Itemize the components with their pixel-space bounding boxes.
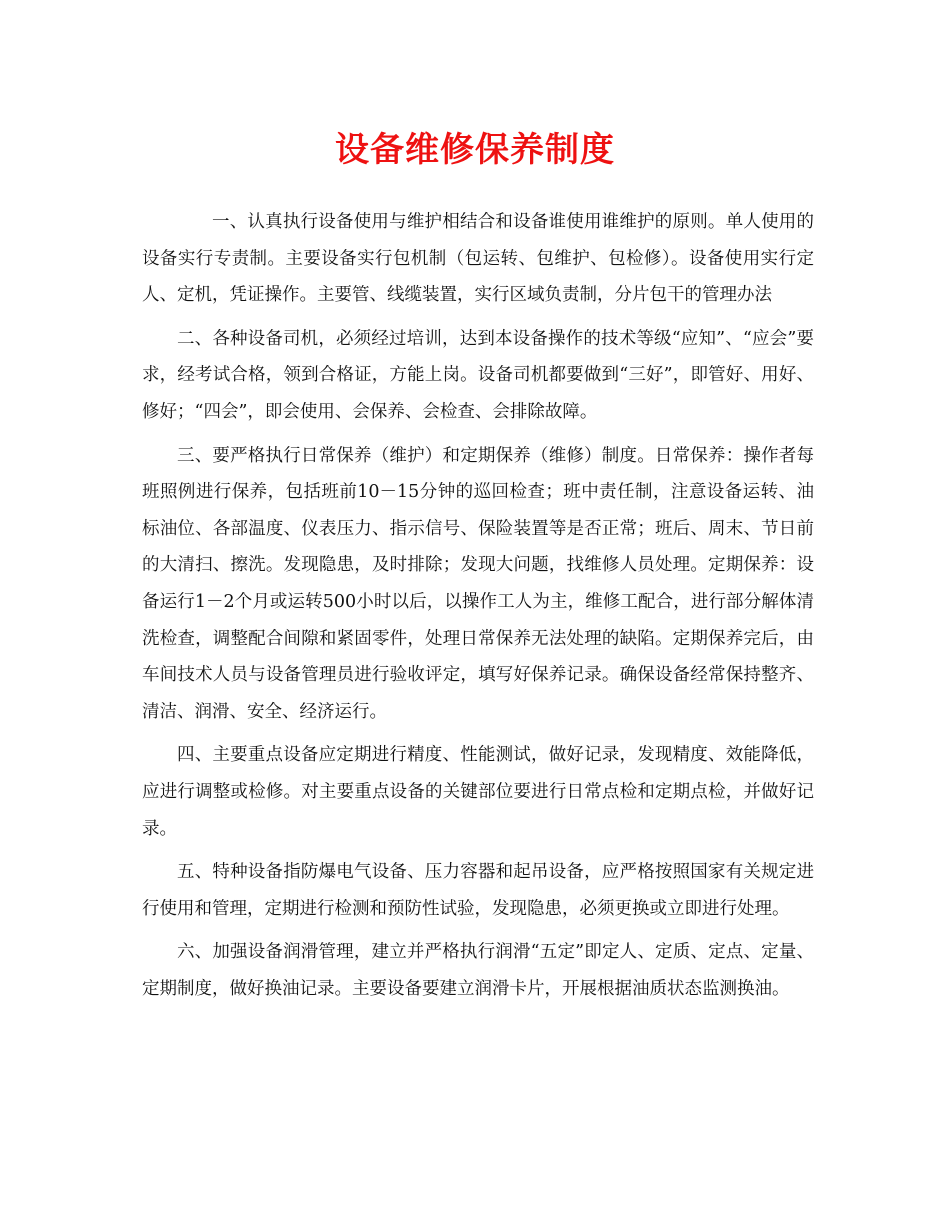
document-body — [142, 204, 814, 1014]
paragraph-1: 一、认真执行设备使用与维护相结合和设备谁使用谁维护的原则。单人使用的设备实行专责制。主要设备实行包机制（包运转、包维护、包检修）。设备使用实行定人、定机，凭证操作。主要管、线缆装置，实行区域负责制，分片包干的管理办法 — [142, 212, 814, 306]
paragraph-6: 六、加强设备润滑管理，建立并严格执行润滑“五定”即定人、定质、定点、定量、定期制度，做好换油记录。主要设备要建立润滑卡片，开展根据油质状态监测换油。 — [142, 942, 814, 999]
paragraph-4: 四、主要重点设备应定期进行精度、性能测试，做好记录，发现精度、效能降低，应进行调整或检修。对主要重点设备的关键部位要进行日常点检和定期点检，并做好记录。 — [142, 745, 814, 839]
paragraph-5: 五、特种设备指防爆电气设备、压力容器和起吊设备，应严格按照国家有关规定进行使用和管理，定期进行检测和预防性试验，发现隐患，必须更换或立即进行处理。 — [142, 862, 814, 919]
paragraph-3: 三、要严格执行日常保养（维护）和定期保养（维修）制度。日常保养：操作者每班照例进行保养，包括班前10－15分钟的巡回检查；班中责任制，注意设备运转、油标油位、各部温度、仪表压力、指示信号、保险装置等是否正常；班后、周末、节日前的大清扫、擦洗。发现隐患，及时排除；发现大问题，找维修人员处理。定期保养：设备运行1－2个月或运转500小时以后，以操作工人为主，维修工配合，进行部分解体清洗检查，调整配合间隙和紧固零件，处理日常保养无法处理的缺陷。定期保养完后，由车间技术人员与设备管理员进行验收评定，填写好保养记录。确保设备经常保持整齐、清洁、润滑、安全、经济运行。 — [142, 445, 814, 722]
paragraph-2: 二、各种设备司机，必须经过培训，达到本设备操作的技术等级“应知”、“应会”要求，经考试合格，领到合格证，方能上岗。设备司机都要做到“三好”，即管好、用好、修好；“四会”，即会使用、会保养、会检查、会排除故障。 — [142, 328, 814, 422]
document-title: 设备维修保养制度 — [335, 130, 615, 170]
